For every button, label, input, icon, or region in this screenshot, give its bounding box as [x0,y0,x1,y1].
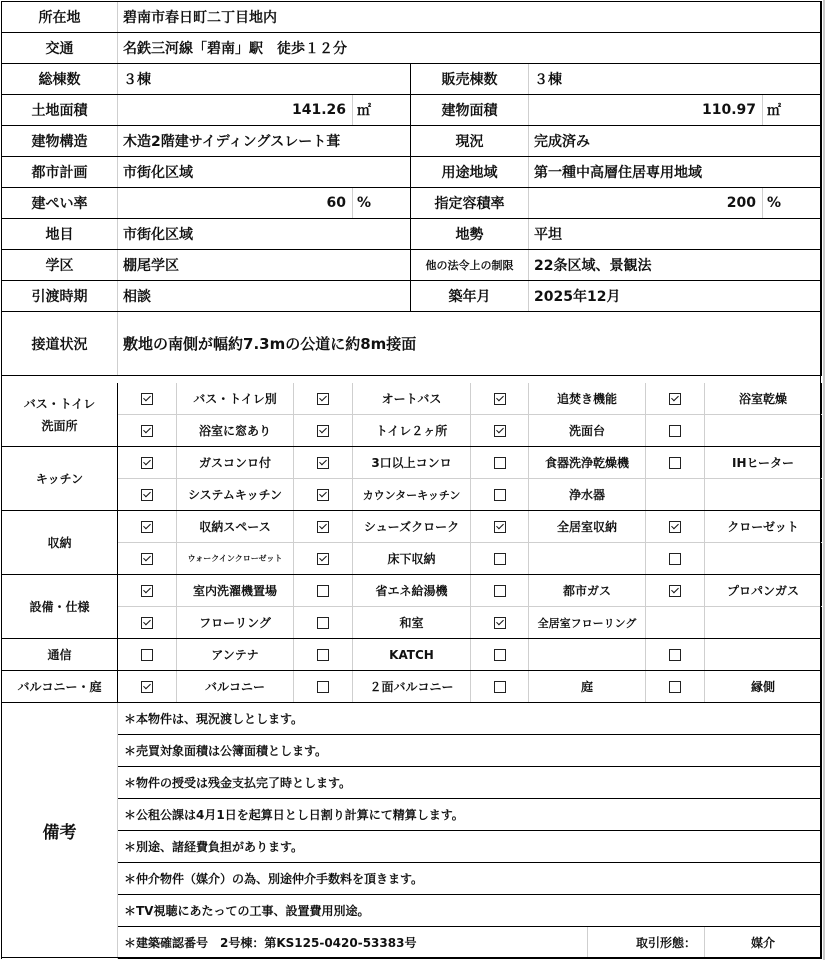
equipment-category: キッチン [2,447,118,511]
equipment-item-label: 食器洗浄乾燥機 [529,447,646,479]
transaction-type-label: 取引形態： [588,927,705,959]
checkbox-cell [294,575,353,607]
status-value: 完成済み [529,126,822,157]
remark-row [2,799,822,831]
land-area-value: 141.26 [118,95,353,126]
equipment-item-label [705,543,822,575]
sale-buildings-label: 販売棟数 [411,64,529,95]
building-area-label: 建物面積 [411,95,529,126]
equipment-row [2,415,822,447]
checked-checkbox[interactable] [317,521,329,533]
checkbox-cell [294,639,353,671]
equipment-row [2,575,822,607]
checked-checkbox[interactable] [669,585,681,597]
equipment-row [2,607,822,639]
checkbox-cell [646,415,705,447]
checkbox-cell [294,415,353,447]
school-district-label: 学区 [2,250,118,281]
info-row-area [2,95,822,126]
checkbox-cell [294,543,353,575]
checkbox-cell [471,479,529,511]
unchecked-checkbox[interactable] [317,649,329,661]
status-label: 現況 [411,126,529,157]
equipment-item-label: 浄水器 [529,479,646,511]
info-row-road [2,312,822,376]
equipment-row [2,639,822,671]
equipment-row [2,671,822,703]
equipment-item-label: 床下収納 [353,543,471,575]
equipment-item-label: 室内洗濯機置場 [177,575,294,607]
remark-row-final [2,927,822,959]
remark-row [2,767,822,799]
equipment-item-label: 収納スペース [177,511,294,543]
equipment-item-label: 庭 [529,671,646,703]
checkbox-cell [471,639,529,671]
info-row-land [2,219,822,250]
unchecked-checkbox[interactable] [494,681,506,693]
equipment-category: バス・トイレ 洗面所 [2,383,118,447]
checkbox-cell [471,415,529,447]
checkbox-cell [118,383,177,415]
floor-area-ratio-value: 200 [529,188,763,219]
equipment-item-label: 省エネ給湯機 [353,575,471,607]
checked-checkbox[interactable] [141,585,153,597]
zoning-label: 用途地域 [411,157,529,188]
unchecked-checkbox[interactable] [494,585,506,597]
terrain-value: 平坦 [529,219,822,250]
transaction-type-value: 媒介 [705,927,822,959]
unchecked-checkbox[interactable] [669,425,681,437]
equipment-row [2,447,822,479]
remark-note: ＊物件の授受は残金支払完了時とします。 [118,767,822,799]
unchecked-checkbox[interactable] [494,553,506,565]
access-value: 名鉄三河線「碧南」駅 徒歩１２分 [118,33,822,64]
built-date-label: 築年月 [411,281,529,312]
equipment-item-label: 3口以上コンロ [353,447,471,479]
checked-checkbox[interactable] [141,617,153,629]
equipment-item-label [529,543,646,575]
equipment-item-label [529,639,646,671]
road-access-value: 敷地の南側が幅約7.3mの公道に約8m接面 [118,312,822,376]
remark-row [2,863,822,895]
structure-value: 木造2階建サイディングスレート葺 [118,126,411,157]
checkbox-cell [294,511,353,543]
checkbox-cell [471,671,529,703]
legal-restrictions-label: 他の法令上の制限 [411,250,529,281]
equipment-item-label: シューズクローク [353,511,471,543]
unchecked-checkbox[interactable] [494,649,506,661]
equipment-table [1,383,822,703]
checkbox-cell [118,543,177,575]
coverage-ratio-unit: % [353,188,411,219]
land-area-unit: ㎡ [353,95,411,126]
equipment-item-label: 浴室乾燥 [705,383,822,415]
checked-checkbox[interactable] [669,521,681,533]
checked-checkbox[interactable] [494,393,506,405]
remark-note: ＊本物件は、現況渡しとします。 [118,703,822,735]
checkbox-cell [471,511,529,543]
remark-row [2,831,822,863]
unchecked-checkbox[interactable] [669,553,681,565]
checkbox-cell [646,575,705,607]
checked-checkbox[interactable] [141,681,153,693]
equipment-item-label: カウンターキッチン [353,479,471,511]
city-planning-value: 市街化区域 [118,157,411,188]
checkbox-cell [646,639,705,671]
checkbox-cell [118,447,177,479]
equipment-item-label: バルコニー [177,671,294,703]
unchecked-checkbox[interactable] [317,617,329,629]
remark-row [2,895,822,927]
equipment-item-label: システムキッチン [177,479,294,511]
checkbox-cell [118,511,177,543]
checkbox-cell [118,415,177,447]
checkbox-cell [646,543,705,575]
building-area-unit: ㎡ [763,95,822,126]
equipment-item-label: 追焚き機能 [529,383,646,415]
equipment-row [2,479,822,511]
equipment-item-label: トイレ２ヶ所 [353,415,471,447]
equipment-item-label [705,607,822,639]
equipment-category: 通信 [2,639,118,671]
checked-checkbox[interactable] [317,425,329,437]
checkbox-cell [118,639,177,671]
equipment-category: バルコニー・庭 [2,671,118,703]
total-buildings-value: ３棟 [118,64,411,95]
equipment-item-label: オートバス [353,383,471,415]
checkbox-cell [294,447,353,479]
building-confirmation-note: ＊建築確認番号 2号棟：第KS125-0420-53383号 [118,927,588,959]
checkbox-cell [471,575,529,607]
equipment-item-label: プロパンガス [705,575,822,607]
checkbox-cell [646,511,705,543]
floor-area-ratio-label: 指定容積率 [411,188,529,219]
equipment-item-label: 洗面台 [529,415,646,447]
equipment-row [2,383,822,415]
checkbox-cell [118,607,177,639]
legal-restrictions-value: 22条区域、景観法 [529,250,822,281]
equipment-item-label [705,479,822,511]
checked-checkbox[interactable] [494,425,506,437]
equipment-item-label [705,639,822,671]
info-row-structure [2,126,822,157]
structure-label: 建物構造 [2,126,118,157]
equipment-category: 収納 [2,511,118,575]
checked-checkbox[interactable] [669,393,681,405]
checkbox-cell [294,479,353,511]
checked-checkbox[interactable] [141,521,153,533]
unchecked-checkbox[interactable] [317,585,329,597]
checkbox-cell [646,607,705,639]
remarks-table [1,703,822,959]
zoning-value: 第一種中高層住居専用地域 [529,157,822,188]
equipment-item-label: ウォークインクローゼット [177,543,294,575]
land-category-label: 地目 [2,219,118,250]
info-row-ratio [2,188,822,219]
checked-checkbox[interactable] [141,489,153,501]
unchecked-checkbox[interactable] [669,457,681,469]
checked-checkbox[interactable] [317,489,329,501]
equipment-item-label: ２面バルコニー [353,671,471,703]
remark-note: ＊仲介物件（媒介）の為、別途仲介手数料を頂きます。 [118,863,822,895]
equipment-item-label: 全居室フローリング [529,607,646,639]
coverage-ratio-label: 建ぺい率 [2,188,118,219]
info-row-access [2,33,822,64]
equipment-item-label: 都市ガス [529,575,646,607]
checkbox-cell [118,575,177,607]
remark-note: ＊TV視聴にあたっての工事、設置費用別途。 [118,895,822,927]
equipment-item-label: バス・トイレ別 [177,383,294,415]
checkbox-cell [646,383,705,415]
sale-buildings-value: ３棟 [529,64,822,95]
delivery-value: 相談 [118,281,411,312]
checkbox-cell [471,447,529,479]
checkbox-cell [646,671,705,703]
equipment-item-label: IHヒーター [705,447,822,479]
checkbox-cell [118,479,177,511]
equipment-category: 設備・仕様 [2,575,118,639]
unchecked-checkbox[interactable] [317,681,329,693]
coverage-ratio-value: 60 [118,188,353,219]
checkbox-cell [471,607,529,639]
access-label: 交通 [2,33,118,64]
info-row-delivery [2,281,822,312]
info-row-planning [2,157,822,188]
equipment-item-label: 和室 [353,607,471,639]
checkbox-cell [294,671,353,703]
equipment-item-label: 浴室に窓あり [177,415,294,447]
unchecked-checkbox[interactable] [669,649,681,661]
equipment-row [2,543,822,575]
unchecked-checkbox[interactable] [141,649,153,661]
built-date-value: 2025年12月 [529,281,822,312]
remark-row [2,703,822,735]
checked-checkbox[interactable] [494,617,506,629]
location-label: 所在地 [2,2,118,33]
remark-note: ＊公租公課は4月1日を起算日とし日割り計算にて精算します。 [118,799,822,831]
info-row-school [2,250,822,281]
unchecked-checkbox[interactable] [494,457,506,469]
info-row-location [2,2,822,33]
total-buildings-label: 総棟数 [2,64,118,95]
checkbox-cell [471,383,529,415]
equipment-item-label: フローリング [177,607,294,639]
checkbox-cell [294,607,353,639]
equipment-item-label: KATCH [353,639,471,671]
delivery-label: 引渡時期 [2,281,118,312]
remarks-label: 備考 [2,703,118,959]
equipment-item-label: 全居室収納 [529,511,646,543]
equipment-item-label: ガスコンロ付 [177,447,294,479]
equipment-item-label: クローゼット [705,511,822,543]
remark-row [2,735,822,767]
page-edge [823,0,825,960]
property-info-table [1,1,822,376]
floor-area-ratio-unit: % [763,188,822,219]
unchecked-checkbox[interactable] [494,489,506,501]
remark-note: ＊売買対象面積は公簿面積とします。 [118,735,822,767]
location-value: 碧南市春日町二丁目地内 [118,2,822,33]
checkbox-cell [118,671,177,703]
building-area-value: 110.97 [529,95,763,126]
checkbox-cell [646,447,705,479]
checked-checkbox[interactable] [141,553,153,565]
road-access-label: 接道状況 [2,312,118,376]
equipment-item-label: 縁側 [705,671,822,703]
equipment-item-label: アンテナ [177,639,294,671]
equipment-item-label [705,415,822,447]
checked-checkbox[interactable] [141,393,153,405]
checked-checkbox[interactable] [317,457,329,469]
checkbox-cell [471,543,529,575]
info-row-buildings [2,64,822,95]
checkbox-cell [646,479,705,511]
equipment-row [2,511,822,543]
land-category-value: 市街化区域 [118,219,411,250]
school-district-value: 棚尾学区 [118,250,411,281]
terrain-label: 地勢 [411,219,529,250]
checked-checkbox[interactable] [317,553,329,565]
checked-checkbox[interactable] [317,393,329,405]
remark-note: ＊別途、諸経費負担があります。 [118,831,822,863]
checked-checkbox[interactable] [494,521,506,533]
checked-checkbox[interactable] [141,425,153,437]
city-planning-label: 都市計画 [2,157,118,188]
checkbox-cell [294,383,353,415]
checked-checkbox[interactable] [141,457,153,469]
land-area-label: 土地面積 [2,95,118,126]
unchecked-checkbox[interactable] [669,681,681,693]
